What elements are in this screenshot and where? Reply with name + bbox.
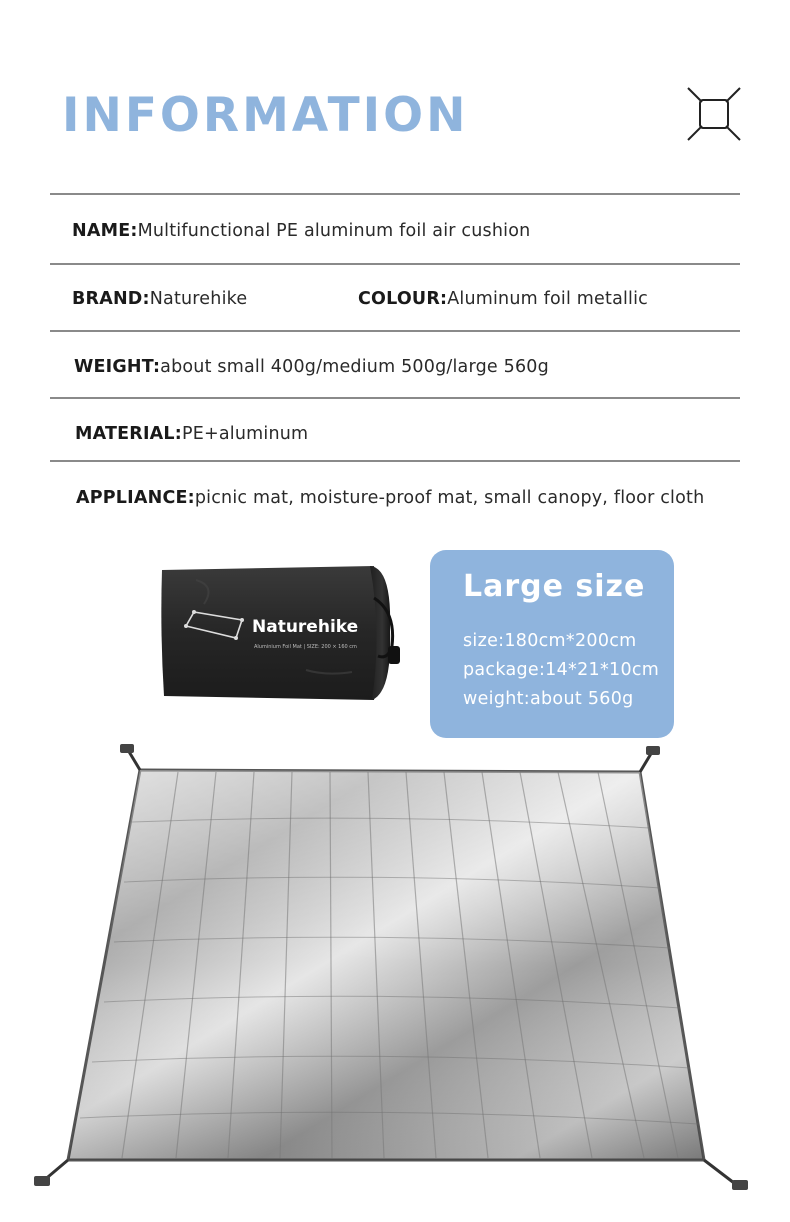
spec-value: picnic mat, moisture-proof mat, small canopy, floor cloth	[194, 488, 705, 508]
spec-material	[75, 423, 308, 445]
divider	[50, 193, 740, 195]
divider	[50, 460, 740, 462]
spec-value: PE+aluminum	[181, 424, 309, 444]
spec-value: about small 400g/medium 500g/large 560g	[160, 357, 549, 377]
size-card-size: size:180cm*200cm	[463, 631, 637, 651]
spec-brand	[72, 288, 247, 310]
frame-corners-icon	[686, 86, 742, 142]
spec-appliance	[76, 487, 704, 509]
spec-key: MATERIAL:	[75, 424, 182, 444]
spec-key: BRAND:	[72, 289, 150, 309]
spec-key: APPLIANCE:	[76, 488, 195, 508]
page-title: INFORMATION	[62, 88, 469, 143]
size-card-package: package:14*21*10cm	[463, 660, 660, 680]
size-card-title: Large size	[463, 569, 646, 604]
divider	[50, 330, 740, 332]
spec-key: WEIGHT:	[74, 357, 161, 377]
bag-caption: Aluminium Foil Mat | SIZE: 200 × 160 cm	[254, 644, 357, 650]
spec-name	[72, 220, 530, 242]
foil-mat-image	[28, 742, 770, 1198]
divider	[50, 397, 740, 399]
spec-weight	[74, 356, 549, 378]
spec-value: Naturehike	[149, 289, 248, 309]
bag-brand: Naturehike	[252, 617, 359, 637]
spec-key: COLOUR:	[358, 289, 448, 309]
spec-colour	[358, 288, 648, 310]
divider	[50, 263, 740, 265]
spec-value: Multifunctional PE aluminum foil air cushion	[137, 221, 531, 241]
size-card-weight: weight:about 560g	[463, 689, 634, 709]
spec-value: Aluminum foil metallic	[447, 289, 649, 309]
stuff-sack-image	[156, 560, 408, 704]
spec-key: NAME:	[72, 221, 138, 241]
size-card	[430, 550, 674, 738]
